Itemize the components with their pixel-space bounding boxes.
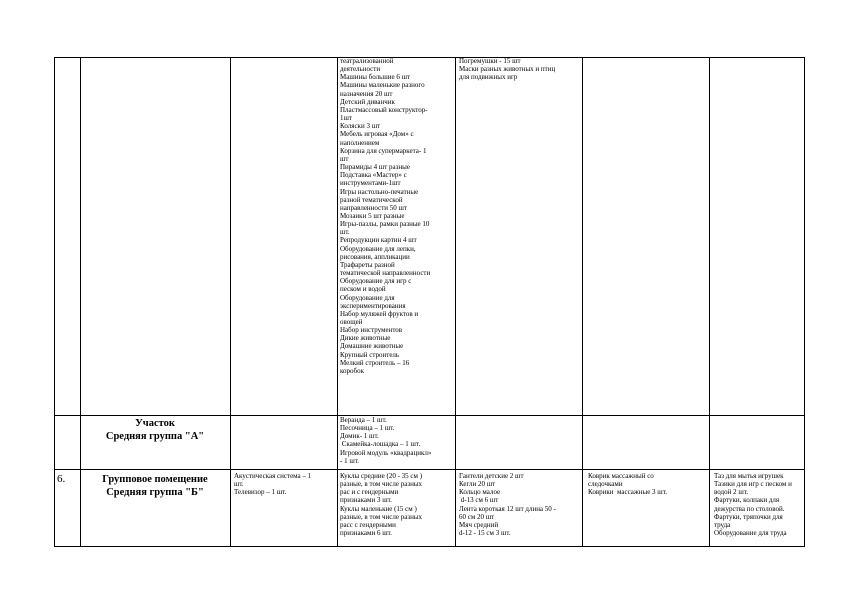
list-line: Дикие животные bbox=[340, 334, 391, 343]
list-line: d-13 см 6 шт bbox=[459, 496, 499, 505]
group-b-toys-cell bbox=[340, 472, 454, 537]
list-line: Маски разных животных и птиц bbox=[459, 65, 556, 74]
list-line: расс с гендерными bbox=[340, 520, 396, 529]
room-title-line: Средняя группа "Б" bbox=[106, 486, 204, 498]
list-line: направленности 50 шт bbox=[340, 203, 407, 212]
list-line: экспериментирования bbox=[340, 301, 406, 310]
row-separator-2 bbox=[54, 469, 805, 470]
table-divider-col4 bbox=[455, 57, 456, 547]
list-line: Пластмассовый конструктор- bbox=[340, 105, 428, 114]
list-line: признаками 3 шт. bbox=[340, 496, 392, 505]
row-top-sport-cell bbox=[459, 57, 581, 81]
list-line: Игровой модуль «квадрацикл» bbox=[340, 448, 432, 457]
list-line: Кольцо малое bbox=[459, 488, 501, 497]
list-line: Скамейка-лошадка – 1 шт. bbox=[340, 440, 421, 449]
list-line: песком и водой bbox=[340, 285, 386, 294]
list-line: Акустическая система – 1 bbox=[234, 472, 312, 480]
list-line: Пирамиды 4 шт разные bbox=[340, 163, 410, 172]
list-line: Куклы маленькие (15 см ) bbox=[340, 504, 417, 513]
list-line: Оборудование для игр с bbox=[340, 277, 412, 286]
row-top-equipment-cell bbox=[340, 57, 454, 375]
list-line: Лента короткая 12 шт длина 50 - bbox=[459, 504, 556, 513]
list-line: Коляски 3 шт bbox=[340, 122, 381, 131]
list-line: Фартуки, колпаки для bbox=[714, 496, 780, 505]
list-line: овощей bbox=[340, 318, 363, 326]
list-line: следочками bbox=[588, 480, 623, 489]
list-line: Машины маленькие разного bbox=[340, 81, 425, 90]
list-line: - 1 шт. bbox=[340, 456, 360, 465]
list-line: 1шт bbox=[340, 114, 352, 123]
list-line: Игры-пазлы, рамки разные 10 bbox=[340, 220, 430, 229]
list-line: наполнением bbox=[340, 138, 380, 147]
list-line: Репродукции картин 4 шт bbox=[340, 236, 417, 245]
list-line: шт bbox=[340, 154, 349, 163]
list-line: Оборудование для труда bbox=[714, 529, 787, 538]
list-line: рас и с гендерными bbox=[340, 488, 399, 497]
list-line: Телевизор – 1 шт. bbox=[234, 488, 287, 497]
table-border-left bbox=[54, 57, 55, 547]
group-b-tech-cell bbox=[234, 472, 336, 496]
list-line: Домик- 1 шт. bbox=[340, 432, 379, 441]
list-line: для подвижных игр bbox=[459, 73, 518, 82]
list-line: Тазики для игр с песком и bbox=[714, 480, 792, 489]
list-line: Оборудование для bbox=[340, 293, 395, 302]
list-line: Набор муляжей фруктов и bbox=[340, 309, 419, 318]
list-line: Гантели детские 2 шт bbox=[459, 472, 524, 480]
table-divider-col5 bbox=[582, 57, 583, 547]
list-line: Подставка «Мастер» с bbox=[340, 171, 407, 180]
list-line: дежурства по столовой. bbox=[714, 504, 785, 513]
list-line: Мозаики 5 шт разные bbox=[340, 211, 405, 220]
list-line: шт. bbox=[234, 480, 244, 489]
list-line: Трафареты разной bbox=[340, 260, 395, 269]
group-b-sport-cell bbox=[459, 472, 581, 537]
list-line: назначения 20 шт bbox=[340, 89, 393, 98]
list-line: разные, в том числе разных bbox=[340, 512, 423, 521]
list-line: Коврики массажные 3 шт. bbox=[588, 488, 667, 497]
list-line: Набор инструментов bbox=[340, 326, 403, 335]
list-line: Крупный строитель bbox=[340, 350, 400, 359]
list-line: труда bbox=[714, 520, 731, 529]
room-title-line: Групповое помещение bbox=[102, 474, 208, 485]
list-line: инструментами-1шт bbox=[340, 179, 401, 188]
list-line: Коврик массажный со bbox=[588, 472, 654, 480]
group-b-health-cell bbox=[588, 472, 708, 496]
list-line: Кегли 20 шт bbox=[459, 480, 496, 489]
list-line: шт. bbox=[340, 228, 350, 237]
list-line: Оборудование для лепки, bbox=[340, 244, 416, 253]
list-line: Фартуки, тряпочки для bbox=[714, 512, 783, 521]
list-line: Детский диванчик bbox=[340, 97, 395, 106]
list-line: Песочница – 1 шт. bbox=[340, 424, 395, 433]
list-line: Погремушки - 15 шт bbox=[459, 57, 521, 65]
list-line: рисования, аппликации bbox=[340, 252, 410, 261]
table-border-bottom bbox=[54, 546, 805, 547]
room-title-line: Средняя группа "А" bbox=[105, 430, 205, 442]
list-line: Мелкий строитель – 16 bbox=[340, 358, 410, 367]
table-divider-col3 bbox=[337, 57, 338, 547]
list-line: Куклы средние (20 - 35 см ) bbox=[340, 472, 423, 480]
list-line: 60 см 20 шт bbox=[459, 512, 495, 521]
list-line: Веранда – 1 шт. bbox=[340, 416, 387, 424]
list-line: деятельности bbox=[340, 65, 381, 74]
table-border-right bbox=[804, 57, 805, 547]
list-line: Корзина для супермаркета- 1 bbox=[340, 146, 427, 155]
list-line: признаками 6 шт. bbox=[340, 529, 392, 538]
list-line: d-12 - 15 см 3 шт. bbox=[459, 529, 511, 538]
list-line: разные, в том числе разных bbox=[340, 480, 423, 489]
group-b-labor-cell bbox=[714, 472, 803, 537]
list-line: Машины большие 6 шт bbox=[340, 73, 411, 82]
list-line: Таз для мытья игрушек bbox=[714, 472, 784, 480]
row-number: 6. bbox=[57, 473, 66, 485]
list-line: тематической направленности bbox=[340, 269, 431, 278]
uchastok-equipment-cell bbox=[340, 416, 454, 465]
list-line: водой 2 шт. bbox=[714, 488, 749, 497]
table-divider-col6 bbox=[709, 57, 710, 547]
list-line: театрализованной bbox=[340, 57, 394, 65]
room-title-line: Участок bbox=[135, 418, 175, 429]
list-line: коробок bbox=[340, 366, 365, 375]
group-b-title bbox=[81, 474, 229, 499]
list-line: Мебель игровая «Дом» с bbox=[340, 130, 414, 139]
uchastok-title bbox=[81, 418, 229, 443]
list-line: Домашние животные bbox=[340, 342, 404, 351]
table-divider-col2 bbox=[230, 57, 231, 547]
list-line: Мяч средний bbox=[459, 520, 499, 529]
list-line: разной тематической bbox=[340, 195, 403, 204]
list-line: Игры настольно-печатные bbox=[340, 187, 419, 196]
